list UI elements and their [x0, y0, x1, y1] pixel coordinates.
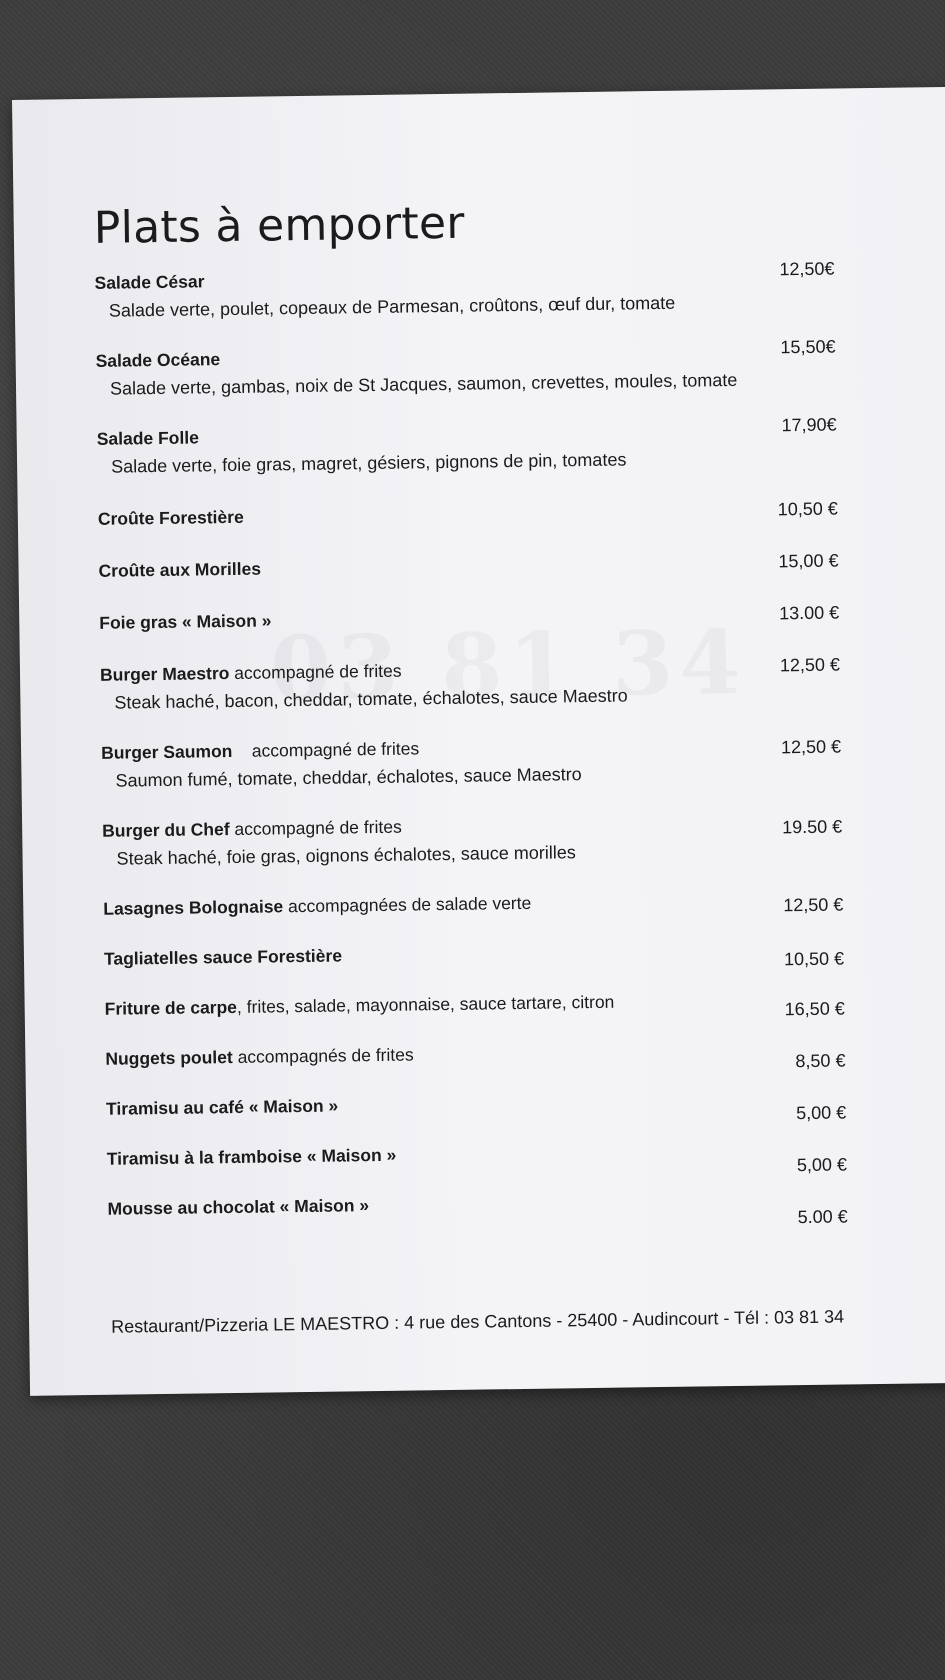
menu-item: [95, 337, 836, 403]
menu-item: [105, 1034, 845, 1072]
item-extra: accompagné de frites: [229, 660, 402, 684]
item-name: Nuggets poulet: [105, 1047, 233, 1069]
menu-item: [98, 547, 838, 585]
item-name: Salade Océane: [95, 349, 221, 371]
item-name: Tiramisu à la framboise « Maison »: [106, 1144, 397, 1169]
item-name: Burger Saumon: [100, 740, 233, 763]
menu-item: [101, 728, 842, 794]
menu-item: [103, 884, 843, 922]
item-extra: , frites, salade, mayonnaise, sauce tartare, citron: [236, 991, 615, 1017]
menu-item: [104, 934, 844, 972]
item-price: 10,50 €: [777, 498, 838, 520]
restaurant-footer: Restaurant/Pizzeria LE MAESTRO : 4 rue des Cantons - 25400 - Audincourt - Tél : 03 81 34: [110, 1306, 845, 1337]
item-price: 15,00 €: [778, 550, 839, 572]
menu-item: [102, 806, 843, 872]
item-price: 12,50 €: [779, 654, 841, 676]
item-name: Friture de carpe: [104, 996, 238, 1019]
item-price: 5.00 €: [797, 1206, 848, 1228]
item-name: Foie gras « Maison »: [99, 610, 272, 633]
item-extra: accompagné de frites: [232, 738, 420, 761]
item-price: 13.00 €: [779, 602, 840, 624]
item-name: Salade César: [94, 271, 205, 293]
item-extra: accompagné de frites: [229, 816, 402, 840]
item-extra: accompagnés de frites: [232, 1044, 414, 1068]
item-price: 12,50 €: [783, 894, 844, 916]
item-description: Saumon fumé, tomate, cheddar, échalotes, sauce Maestro: [115, 764, 582, 791]
item-description: Steak haché, bacon, cheddar, tomate, échalotes, sauce Maestro: [114, 685, 628, 713]
item-price: 12,50 €: [780, 736, 842, 758]
item-extra: accompagnées de salade verte: [283, 892, 532, 917]
item-name: Burger du Chef: [102, 819, 230, 841]
item-price: 17,90€: [781, 414, 837, 436]
item-name: Tagliatelles sauce Forestière: [103, 945, 343, 969]
menu-item: [98, 495, 838, 533]
menu-item: [105, 984, 845, 1022]
item-price: 10,50 €: [783, 948, 845, 970]
item-price: 12,50€: [779, 258, 835, 280]
item-name: Croûte aux Morilles: [98, 558, 262, 581]
item-name: Mousse au chocolat « Maison »: [107, 1195, 370, 1219]
item-name: Salade Folle: [96, 427, 199, 449]
item-name: Croûte Forestière: [97, 506, 244, 529]
item-description: Salade verte, foie gras, magret, gésiers, pignons de pin, tomates: [110, 449, 627, 477]
item-price: 5,00 €: [796, 1154, 848, 1176]
item-name: Tiramisu au café « Maison »: [105, 1095, 339, 1119]
item-price: 5,00 €: [796, 1102, 847, 1124]
menu-item: [107, 1184, 847, 1222]
menu-item: [100, 650, 841, 716]
item-name: Lasagnes Bolognaise: [103, 896, 284, 919]
menu-item: [106, 1084, 846, 1122]
menu-sheet: [12, 86, 945, 1396]
item-price: 19.50 €: [782, 816, 843, 838]
item-description: Steak haché, foie gras, oignons échalotes, sauce morilles: [116, 842, 576, 869]
item-name: Burger Maestro: [99, 663, 230, 685]
item-price: 16,50 €: [784, 998, 845, 1020]
item-description: Salade verte, poulet, copeaux de Parmesan, croûtons, œuf dur, tomate: [108, 292, 676, 321]
item-price: 15,50€: [780, 336, 836, 358]
item-price: 8,50 €: [795, 1050, 846, 1072]
item-description: Salade verte, gambas, noix de St Jacques, saumon, crevettes, moules, tomate: [109, 369, 738, 399]
menu-item: [97, 415, 838, 481]
menu-item: [107, 1134, 847, 1172]
menu-item: [94, 259, 835, 325]
menu-title: Plats à emporter: [93, 197, 466, 254]
